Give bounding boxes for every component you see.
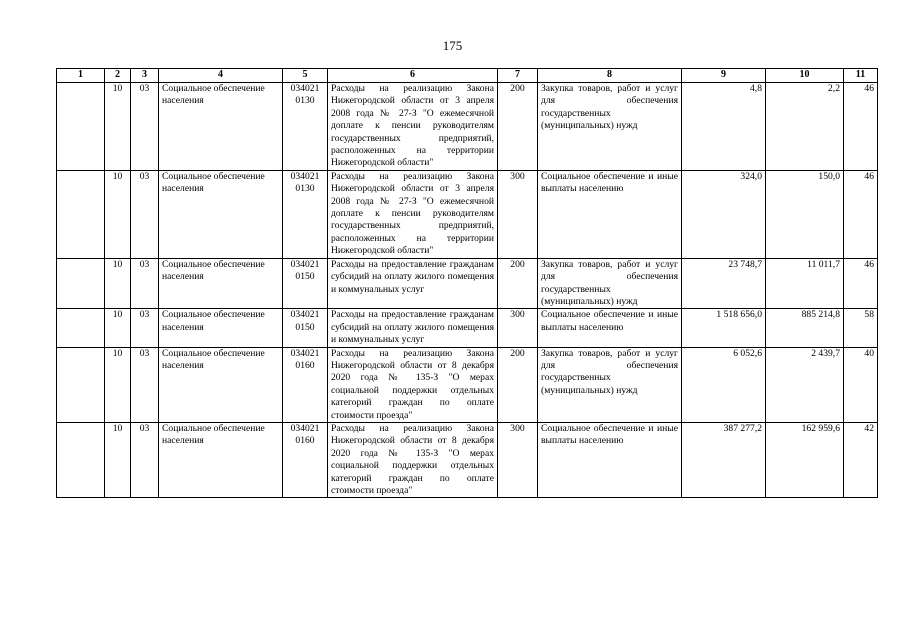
cell-percent: 46 bbox=[844, 170, 878, 258]
cell-amount-1: 324,0 bbox=[682, 170, 766, 258]
cell-amount-2: 150,0 bbox=[766, 170, 844, 258]
cell-target: 034021 0160 bbox=[283, 347, 328, 422]
cell-expense-code: 300 bbox=[498, 422, 538, 497]
page-number: 175 bbox=[442, 38, 463, 53]
cell-description: Расходы на предоставление гражданам субсидий на оплату жилого помещения и коммунальных услуг bbox=[328, 309, 498, 347]
cell-col1 bbox=[57, 83, 105, 171]
column-header: 8 bbox=[538, 69, 682, 83]
cell-name: Социальное обеспечение населения bbox=[159, 170, 283, 258]
cell-amount-1: 23 748,7 bbox=[682, 258, 766, 309]
cell-amount-2: 11 011,7 bbox=[766, 258, 844, 309]
cell-section: 10 bbox=[105, 258, 131, 309]
cell-percent: 58 bbox=[844, 309, 878, 347]
cell-name: Социальное обеспечение населения bbox=[159, 258, 283, 309]
cell-target: 034021 0160 bbox=[283, 422, 328, 497]
column-header: 4 bbox=[159, 69, 283, 83]
cell-section: 10 bbox=[105, 83, 131, 171]
cell-target: 034021 0150 bbox=[283, 309, 328, 347]
cell-name: Социальное обеспечение населения bbox=[159, 347, 283, 422]
cell-description: Расходы на реализацию Закона Нижегородской области от 3 апреля 2008 года № 27-З "О ежемесячной доплате к пенсии руководителям государственных предприятий, расположенных на территории Нижегородской области" bbox=[328, 170, 498, 258]
cell-expense-code: 200 bbox=[498, 347, 538, 422]
cell-percent: 42 bbox=[844, 422, 878, 497]
column-header: 1 bbox=[57, 69, 105, 83]
cell-expense-code: 300 bbox=[498, 309, 538, 347]
cell-expense-name: Социальное обеспечение и иные выплаты населению bbox=[538, 170, 682, 258]
cell-expense-name: Социальное обеспечение и иные выплаты населению bbox=[538, 309, 682, 347]
cell-description: Расходы на предоставление гражданам субсидий на оплату жилого помещения и коммунальных услуг bbox=[328, 258, 498, 309]
budget-table bbox=[56, 68, 878, 498]
column-header: 3 bbox=[131, 69, 159, 83]
column-header: 2 bbox=[105, 69, 131, 83]
cell-amount-1: 387 277,2 bbox=[682, 422, 766, 497]
table-row bbox=[57, 309, 878, 347]
cell-amount-2: 2,2 bbox=[766, 83, 844, 171]
column-header: 9 bbox=[682, 69, 766, 83]
cell-section: 10 bbox=[105, 170, 131, 258]
cell-subsection: 03 bbox=[131, 309, 159, 347]
cell-description: Расходы на реализацию Закона Нижегородской области от 8 декабря 2020 года № 135-З "О мерах социальной поддержки отдельных категорий граждан по оплате стоимости проезда" bbox=[328, 422, 498, 497]
column-header: 6 bbox=[328, 69, 498, 83]
table-row bbox=[57, 83, 878, 171]
column-header: 5 bbox=[283, 69, 328, 83]
cell-amount-1: 4,8 bbox=[682, 83, 766, 171]
cell-section: 10 bbox=[105, 422, 131, 497]
cell-name: Социальное обеспечение населения bbox=[159, 422, 283, 497]
cell-expense-code: 200 bbox=[498, 258, 538, 309]
table-row bbox=[57, 258, 878, 309]
cell-expense-name: Закупка товаров, работ и услуг для обеспечения государственных (муниципальных) нужд bbox=[538, 258, 682, 309]
cell-amount-1: 1 518 656,0 bbox=[682, 309, 766, 347]
cell-description: Расходы на реализацию Закона Нижегородской области от 3 апреля 2008 года № 27-З "О ежемесячной доплате к пенсии руководителям государственных предприятий, расположенных на территории Нижегородской области" bbox=[328, 83, 498, 171]
column-header: 11 bbox=[844, 69, 878, 83]
cell-col1 bbox=[57, 309, 105, 347]
cell-section: 10 bbox=[105, 309, 131, 347]
cell-amount-1: 6 052,6 bbox=[682, 347, 766, 422]
cell-section: 10 bbox=[105, 347, 131, 422]
cell-percent: 40 bbox=[844, 347, 878, 422]
cell-expense-name: Закупка товаров, работ и услуг для обеспечения государственных (муниципальных) нужд bbox=[538, 347, 682, 422]
cell-percent: 46 bbox=[844, 258, 878, 309]
cell-target: 034021 0130 bbox=[283, 83, 328, 171]
cell-expense-code: 300 bbox=[498, 170, 538, 258]
column-header: 10 bbox=[766, 69, 844, 83]
cell-percent: 46 bbox=[844, 83, 878, 171]
cell-target: 034021 0130 bbox=[283, 170, 328, 258]
table-row bbox=[57, 170, 878, 258]
cell-expense-name: Закупка товаров, работ и услуг для обеспечения государственных (муниципальных) нужд bbox=[538, 83, 682, 171]
table-row bbox=[57, 347, 878, 422]
cell-target: 034021 0150 bbox=[283, 258, 328, 309]
cell-subsection: 03 bbox=[131, 170, 159, 258]
table-row bbox=[57, 422, 878, 497]
cell-subsection: 03 bbox=[131, 258, 159, 309]
cell-amount-2: 885 214,8 bbox=[766, 309, 844, 347]
cell-col1 bbox=[57, 347, 105, 422]
cell-name: Социальное обеспечение населения bbox=[159, 83, 283, 171]
cell-col1 bbox=[57, 422, 105, 497]
cell-subsection: 03 bbox=[131, 347, 159, 422]
cell-amount-2: 162 959,6 bbox=[766, 422, 844, 497]
header-row bbox=[57, 69, 878, 83]
cell-amount-2: 2 439,7 bbox=[766, 347, 844, 422]
cell-subsection: 03 bbox=[131, 83, 159, 171]
cell-expense-code: 200 bbox=[498, 83, 538, 171]
column-header: 7 bbox=[498, 69, 538, 83]
cell-col1 bbox=[57, 258, 105, 309]
cell-col1 bbox=[57, 170, 105, 258]
cell-name: Социальное обеспечение населения bbox=[159, 309, 283, 347]
cell-subsection: 03 bbox=[131, 422, 159, 497]
cell-description: Расходы на реализацию Закона Нижегородской области от 8 декабря 2020 года № 135-З "О мерах социальной поддержки отдельных категорий граждан по оплате стоимости проезда" bbox=[328, 347, 498, 422]
cell-expense-name: Социальное обеспечение и иные выплаты населению bbox=[538, 422, 682, 497]
